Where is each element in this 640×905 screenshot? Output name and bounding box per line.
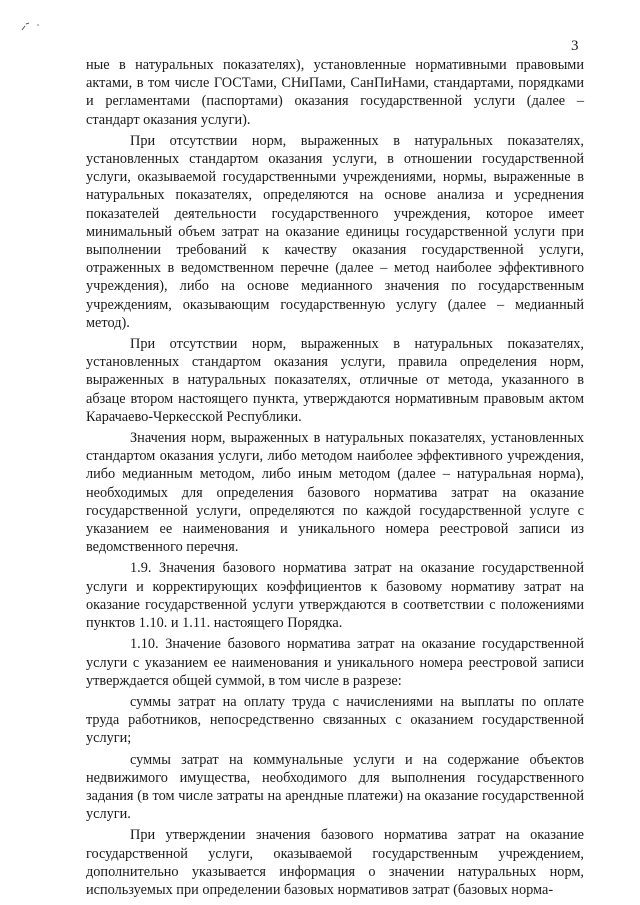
paragraph-norm-absence-method: При отсутствии норм, выраженных в натуральных показателях, установленных стандартом оказания услуги, в отношении государственной услуги, оказываемой государственными учреждениями, нормы, выраженные в натуральных показателях, определяются на основе анализа и усреднения показателей деятельности государственного учреждения, которое имеет минимальный объем затрат на оказание единицы государственной услуги при выполнении требований к качеству оказания государственной услуги, отраженных в ведомственном перечне (далее – метод наиболее эффективного учреждения), либо на основе медианного значения по государственным учреждениям, оказывающим государственную услугу (далее – медианный метод). xyxy=(86,132,584,331)
page-number: 3 xyxy=(571,38,579,54)
document-body xyxy=(86,56,584,899)
paragraph-section-1-9: 1.9. Значения базового норматива затрат на оказание государственной услуги и корректирующих коэффициентов к базовому нормативу затрат на оказание государственной услуги утверждаются в соответствии с положениями пунктов 1.10. и 1.11. настоящего Порядка. xyxy=(86,560,584,632)
paragraph-base-norm-approval: При утверждении значения базового норматива затрат на оказание государственной услуги, оказываемой государственным учреждением, дополнительно указывается информация о значении натуральных норм, используемых при определении базовых нормативов затрат (базовых норма- xyxy=(86,827,584,898)
paragraph-norm-rules: При отсутствии норм, выраженных в натуральных показателях, установленных стандартом оказания услуги, правила определения норм, выраженных в натуральных показателях, отличные от метода, указанного в абзаце втором настоящего пункта, утверждаются нормативным правовым актом Карачаево-Черкесской Республики. xyxy=(86,336,584,425)
paragraph-labor-costs: суммы затрат на оплату труда с начислениями на выплаты по оплате труда работников, непосредственно связанных с оказанием государственной услуги; xyxy=(86,693,584,747)
paragraph-utility-costs: суммы затрат на коммунальные услуги и на содержание объектов недвижимого имущества, необходимого для выполнения государственного задания (в том числе затраты на арендные платежи) на оказание государственной услуги. xyxy=(86,751,584,823)
paragraph-continuation: ные в натуральных показателях), установленные нормативными правовыми актами, в том числе ГОСТами, СНиПами, СанПиНами, стандартами, порядками и регламентами (паспортами) оказания государственной услуги (далее – стандарт оказания услуги). xyxy=(86,57,584,128)
paragraph-section-1-10: 1.10. Значение базового норматива затрат на оказание государственной услуги с указанием ее наименования и уникального номера реестровой записи утверждается общей суммой, в том числе в разрезе: xyxy=(86,636,584,689)
scan-corner-marks xyxy=(8,12,48,52)
paragraph-norm-values: Значения норм, выраженных в натуральных показателях, установленных стандартом оказания услуги, либо методом наиболее эффективного учреждения, либо медианным методом, либо иным методом (далее – натуральная норма), необходимых для определения базового норматива затрат на оказание государственной услуги, определяются по каждой государственной услуге с указанием ее наименования и уникального номера реестровой записи из ведомственного перечня. xyxy=(86,430,584,556)
